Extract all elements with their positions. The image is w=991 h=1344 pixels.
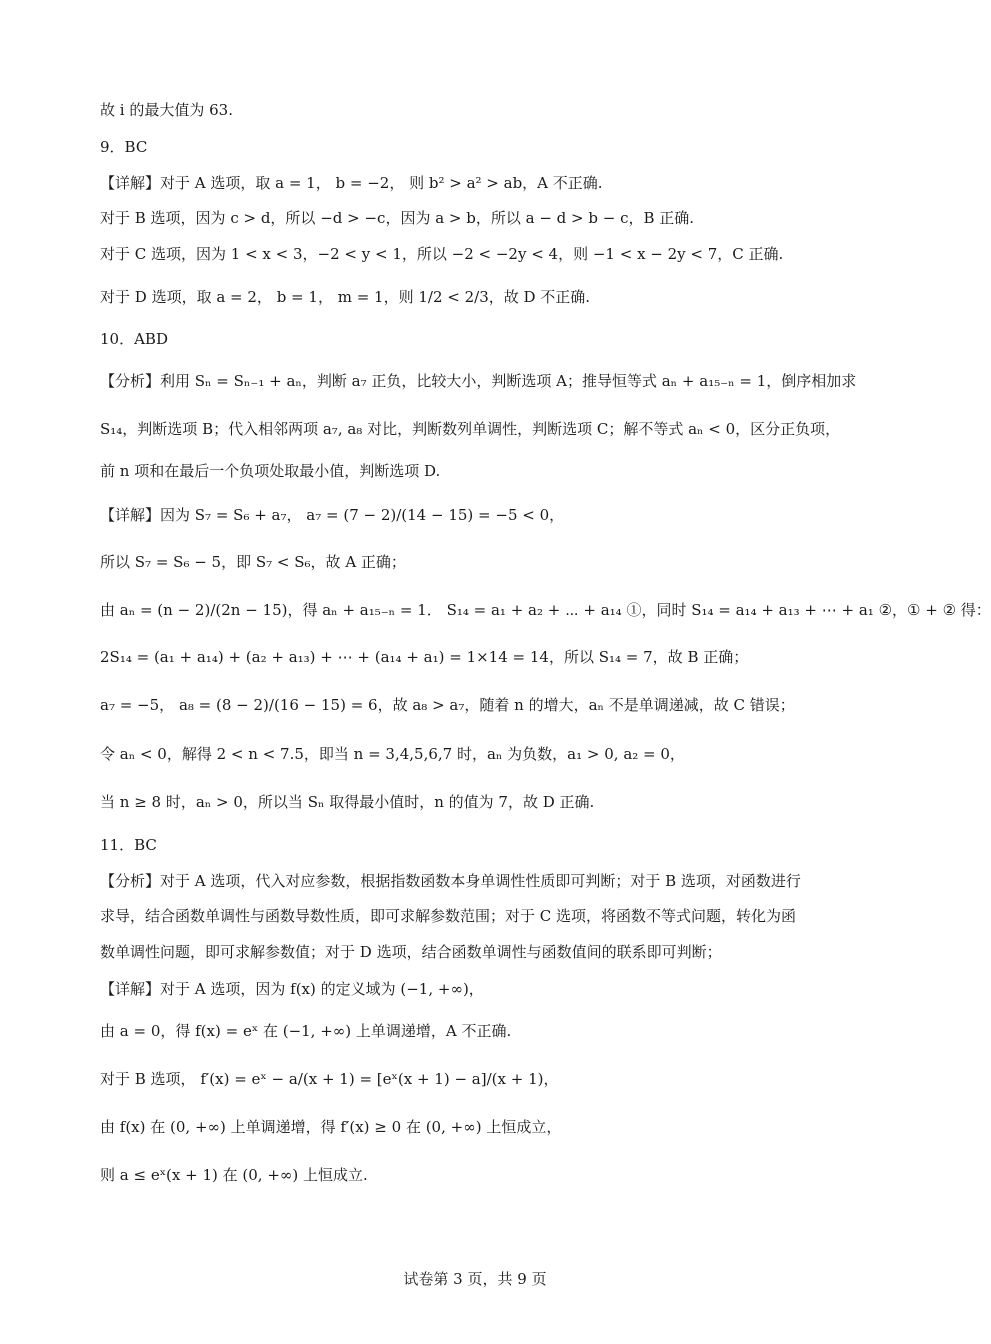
text-line: 由 f(x) 在 (0, +∞) 上单调递增，得 f′(x) ≥ 0 在 (0, +∞) 上恒成立， [100, 1118, 562, 1136]
text-line: 【详解】因为 S₇ = S₆ + a₇， a₇ = (7 − 2)/(14 − 15) = −5 < 0， [100, 506, 565, 524]
text-line: 对于 B 选项，因为 c > d，所以 −d > −c，因为 a > b，所以 a − d > b − c，B 正确. [100, 209, 695, 227]
text-line: a₇ = −5， a₈ = (8 − 2)/(16 − 15) = 6，故 a₈ > a₇，随着 n 的增大，aₙ 不是单调递减，故 C 错误； [100, 696, 795, 714]
text-line: 故 i 的最大值为 63. [100, 101, 233, 119]
question-heading: 11．BC [100, 836, 157, 854]
text-line: 由 a = 0，得 f(x) = eˣ 在 (−1, +∞) 上单调递增，A 不正确. [100, 1022, 512, 1040]
text-line: 前 n 项和在最后一个负项处取最小值，判断选项 D. [100, 462, 441, 480]
text-line: S₁₄，判断选项 B；代入相邻两项 a₇, a₈ 对比，判断数列单调性，判断选项 C；解不等式 aₙ < 0，区分正负项， [100, 420, 841, 438]
text-line: 则 a ≤ eˣ(x + 1) 在 (0, +∞) 上恒成立. [100, 1166, 368, 1184]
question-heading: 10．ABD [100, 330, 168, 348]
text-line: 【详解】对于 A 选项，取 a = 1， b = −2， 则 b² > a² > ab，A 不正确. [100, 174, 603, 192]
text-line: 【分析】利用 Sₙ = Sₙ₋₁ + aₙ，判断 a₇ 正负，比较大小，判断选项 A；推导恒等式 aₙ + a₁₅₋ₙ = 1，倒序相加求 [100, 372, 857, 390]
text-line: 【分析】对于 A 选项，代入对应参数，根据指数函数本身单调性性质即可判断；对于 B 选项，对函数进行 [100, 872, 801, 890]
text-line: 令 aₙ < 0，解得 2 < n < 7.5，即当 n = 3,4,5,6,7 时，aₙ 为负数，a₁ > 0, a₂ = 0， [100, 745, 685, 763]
text-line: 【详解】对于 A 选项，因为 f(x) 的定义域为 (−1, +∞)， [100, 980, 484, 998]
text-line: 求导，结合函数单调性与函数导数性质，即可求解参数范围；对于 C 选项，将函数不等式问题，转化为函 [100, 907, 797, 925]
question-heading: 9．BC [100, 138, 148, 156]
page-footer: 试卷第 3 页，共 9 页 [403, 1270, 547, 1288]
text-line: 所以 S₇ = S₆ − 5，即 S₇ < S₆，故 A 正确； [100, 553, 406, 571]
text-line: 对于 D 选项，取 a = 2， b = 1， m = 1，则 1/2 < 2/3，故 D 不正确. [100, 288, 591, 306]
text-line: 当 n ≥ 8 时，aₙ > 0，所以当 Sₙ 取得最小值时，n 的值为 7，故 D 正确. [100, 793, 595, 811]
text-line: 对于 C 选项，因为 1 < x < 3，−2 < y < 1，所以 −2 < −2y < 4，则 −1 < x − 2y < 7，C 正确. [100, 245, 784, 263]
text-line: 对于 B 选项， f′(x) = eˣ − a/(x + 1) = [eˣ(x + 1) − a]/(x + 1)， [100, 1070, 559, 1088]
text-line: 数单调性问题，即可求解参数值；对于 D 选项，结合函数单调性与函数值间的联系即可判断； [100, 943, 722, 961]
text-line: 2S₁₄ = (a₁ + a₁₄) + (a₂ + a₁₃) + ⋯ + (a₁₄ + a₁) = 1×14 = 14，所以 S₁₄ = 7，故 B 正确； [100, 648, 749, 666]
text-line: 由 aₙ = (n − 2)/(2n − 15)，得 aₙ + a₁₅₋ₙ = 1． S₁₄ = a₁ + a₂ + ⋯ + a₁₄ ①，同时 S₁₄ = a₁₄ + a₁₃ + ⋯ + a₁ ②，① + ② 得： [100, 601, 991, 619]
